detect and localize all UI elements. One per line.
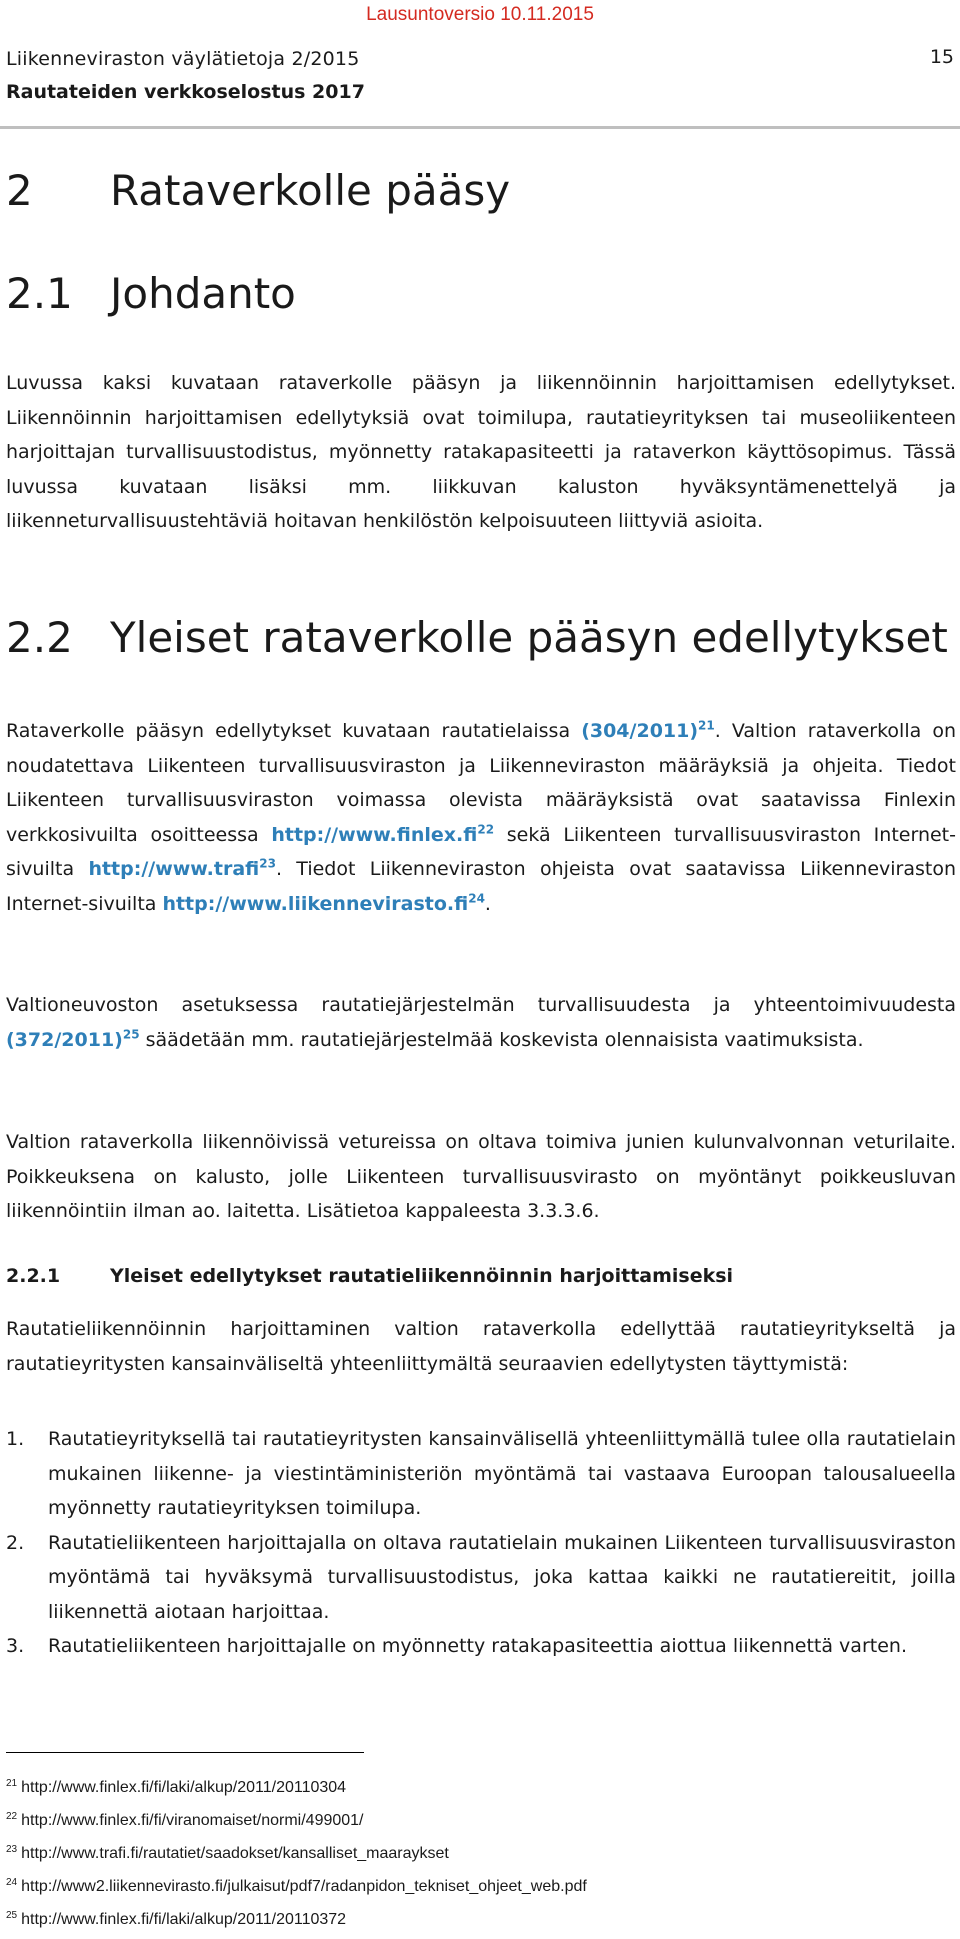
subsection-number: 2.2.1 [6, 1265, 61, 1287]
list-item [6, 1422, 956, 1526]
footnote-url[interactable]: http://www.finlex.fi/fi/laki/alkup/2011/20110372 [21, 1911, 347, 1928]
chapter-number: 2 [6, 166, 33, 215]
train-control-paragraph: Valtion rataverkolla liikennöivissä vetureissa on oltava toimiva junien kulunvalvonnan veturilaite. Poikkeuksena on kalusto, jolle Liikenteen turvallisuusvirasto on myöntänyt poikkeusluvan liikennöintiin ilman ao. laitetta. Lisätietoa kappaleesta 3.3.3.6. [6, 1131, 956, 1222]
finlex-link[interactable]: http://www.finlex.fi [271, 823, 478, 846]
requirements-intro: Rautatieliikennöinnin harjoittaminen valtion rataverkolla edellyttää rautatieyritykseltä ja rautatieyritysten kansainväliseltä yhteenliittymältä seuraavien edellytysten täyttymistä: [6, 1318, 956, 1375]
header-title: Rautateiden verkkoselostus 2017 [6, 81, 365, 103]
list-item-text: Rautatieliikenteen harjoittajalle on myönnetty ratakapasiteettia aiottua liikennettä varten. [48, 1635, 907, 1657]
chapter-title: Rataverkolle pääsy [110, 166, 511, 215]
subsection-heading-2-2-1 [6, 1262, 733, 1290]
requirements-list [6, 1422, 956, 1664]
list-item [6, 1526, 956, 1630]
section-title: Johdanto [110, 269, 296, 318]
header-publication: Liikenneviraston väylätietoja 2/2015 [6, 48, 360, 70]
section-heading-2-2 [6, 612, 948, 664]
footnote-25: $^{25}$ http://www.finlex.fi/fi/laki/alkup/2011/20110372 [6, 1909, 347, 1928]
footnote-ref-22[interactable]: 22 [477, 822, 495, 837]
footnote-ref-24[interactable]: 24 [468, 891, 485, 906]
page-number: 15 [929, 46, 954, 68]
chapter-heading [6, 165, 510, 217]
list-item [6, 1629, 956, 1664]
decree-paragraph: Valtioneuvoston asetuksessa rautatiejärjestelmän turvallisuudesta ja yhteentoimivuudesta $(372/2011)^{25}$ säädetään mm. rautatiejärjestelmää koskevista olennaisista vaatimuksista. [6, 994, 956, 1051]
list-marker: 2. [6, 1531, 25, 1554]
footnote-ref-21[interactable]: 21 [698, 718, 715, 733]
footnote-divider [6, 1752, 364, 1753]
trafi-link[interactable]: http://www.trafi [88, 858, 260, 880]
intro-paragraph: Luvussa kaksi kuvataan rataverkolle pääsyn ja liikennöinnin harjoittamisen edellytykset. Liikennöinnin harjoittamisen edellytyksiä ovat toimilupa, rautatieyrityksen tai museoliikenteen harjoittajan turvallisuustodistus, myönnetty ratakapasiteetti ja rataverkon käyttösopimus. Tässä luvussa kuvataan lisäksi mm. liikkuvan kaluston hyväksyntämenettelyä ja liikenneturvallisuustehtäviä hoitavan henkilöstön kelpoisuuteen liittyviä asioita. [6, 372, 956, 532]
list-item-text: Rautatieliikenteen harjoittajalla on oltava rautatielain mukainen Liikenteen turvallisuusviraston myöntämä tai hyväksymä turvallisuustodistus, joka kattaa kaikki ne rautatiereitit, joilla liikennettä aiotaan harjoittaa. [48, 1531, 956, 1623]
footnote-ref-25[interactable]: 25 [122, 1027, 140, 1042]
header-divider [0, 126, 960, 129]
footnote-24: $^{24}$ http://www2.liikennevirasto.fi/julkaisut/pdf7/radanpidon_tekniset_ohjeet_web.pdf [6, 1876, 587, 1895]
footnote-21: $^{21}$ http://www.finlex.fi/fi/laki/alkup/2011/20110304 [6, 1777, 347, 1796]
law-link-372-2011[interactable]: (372/2011) [6, 1028, 123, 1051]
footnote-url[interactable]: http://www2.liikennevirasto.fi/julkaisut/pdf7/radanpidon_tekniset_ohjeet_web.pdf [21, 1878, 587, 1895]
footnote-22: $^{22}$ http://www.finlex.fi/fi/viranomaiset/normi/499001/ [6, 1810, 364, 1829]
list-marker: 1. [6, 1428, 25, 1450]
footnote-url[interactable]: http://www.trafi.fi/rautatiet/saadokset/kansalliset_maaraykset [21, 1845, 449, 1862]
footnote-23: $^{23}$ http://www.trafi.fi/rautatiet/saadokset/kansalliset_maaraykset [6, 1843, 449, 1862]
list-marker: 3. [6, 1635, 25, 1657]
subsection-title: Yleiset edellytykset rautatieliikennöinnin harjoittamiseksi [110, 1265, 734, 1287]
liikennevirasto-link[interactable]: http://www.liikennevirasto.fi [162, 892, 469, 915]
section-title: Yleiset rataverkolle pääsyn edellytykset [110, 613, 948, 662]
footnote-url[interactable]: http://www.finlex.fi/fi/laki/alkup/2011/20110304 [21, 1779, 347, 1796]
footnote-url[interactable]: http://www.finlex.fi/fi/viranomaiset/normi/499001/ [21, 1812, 364, 1829]
section-heading-2-1 [6, 268, 296, 320]
footnote-ref-23[interactable]: 23 [259, 856, 276, 871]
section-number: 2.1 [6, 269, 73, 318]
draft-label: Lausuntoversio 10.11.2015 [366, 4, 594, 25]
list-item-text: Rautatieyrityksellä tai rautatieyritysten kansainvälisellä yhteenliittymällä tulee olla rautatielain mukainen liikenne- ja viestintäministeriön myöntämä tai vastaava Euroopan talousalueella myönnetty rautatieyrityksen toimilupa. [48, 1428, 956, 1519]
section-number: 2.2 [6, 613, 73, 662]
law-link-304-2011[interactable]: (304/2011) [581, 720, 699, 742]
access-paragraph: Rataverkolle pääsyn edellytykset kuvataan rautatielaissa $(304/2011)^{21}$. Valtion rataverkolla on noudatettava Liikenteen turvallisuusviraston ja Liikenneviraston määräyksiä ja ohjeita. Tiedot Liikenteen turvallisuusviraston voimassa olevista määräyksistä ovat saatavissa Finlexin verkkosivuilta osoitteessa $http://www.finlex.fi^{22}$ sekä Liikenteen turvallisuusviraston Internet-sivuilta http://www.trafi$^{23}$. Tiedot Liikenneviraston ohjeista ovat saatavissa Liikenneviraston Internet-sivuilta $http://www.liikennevirasto.fi^{24}$. [6, 718, 956, 915]
